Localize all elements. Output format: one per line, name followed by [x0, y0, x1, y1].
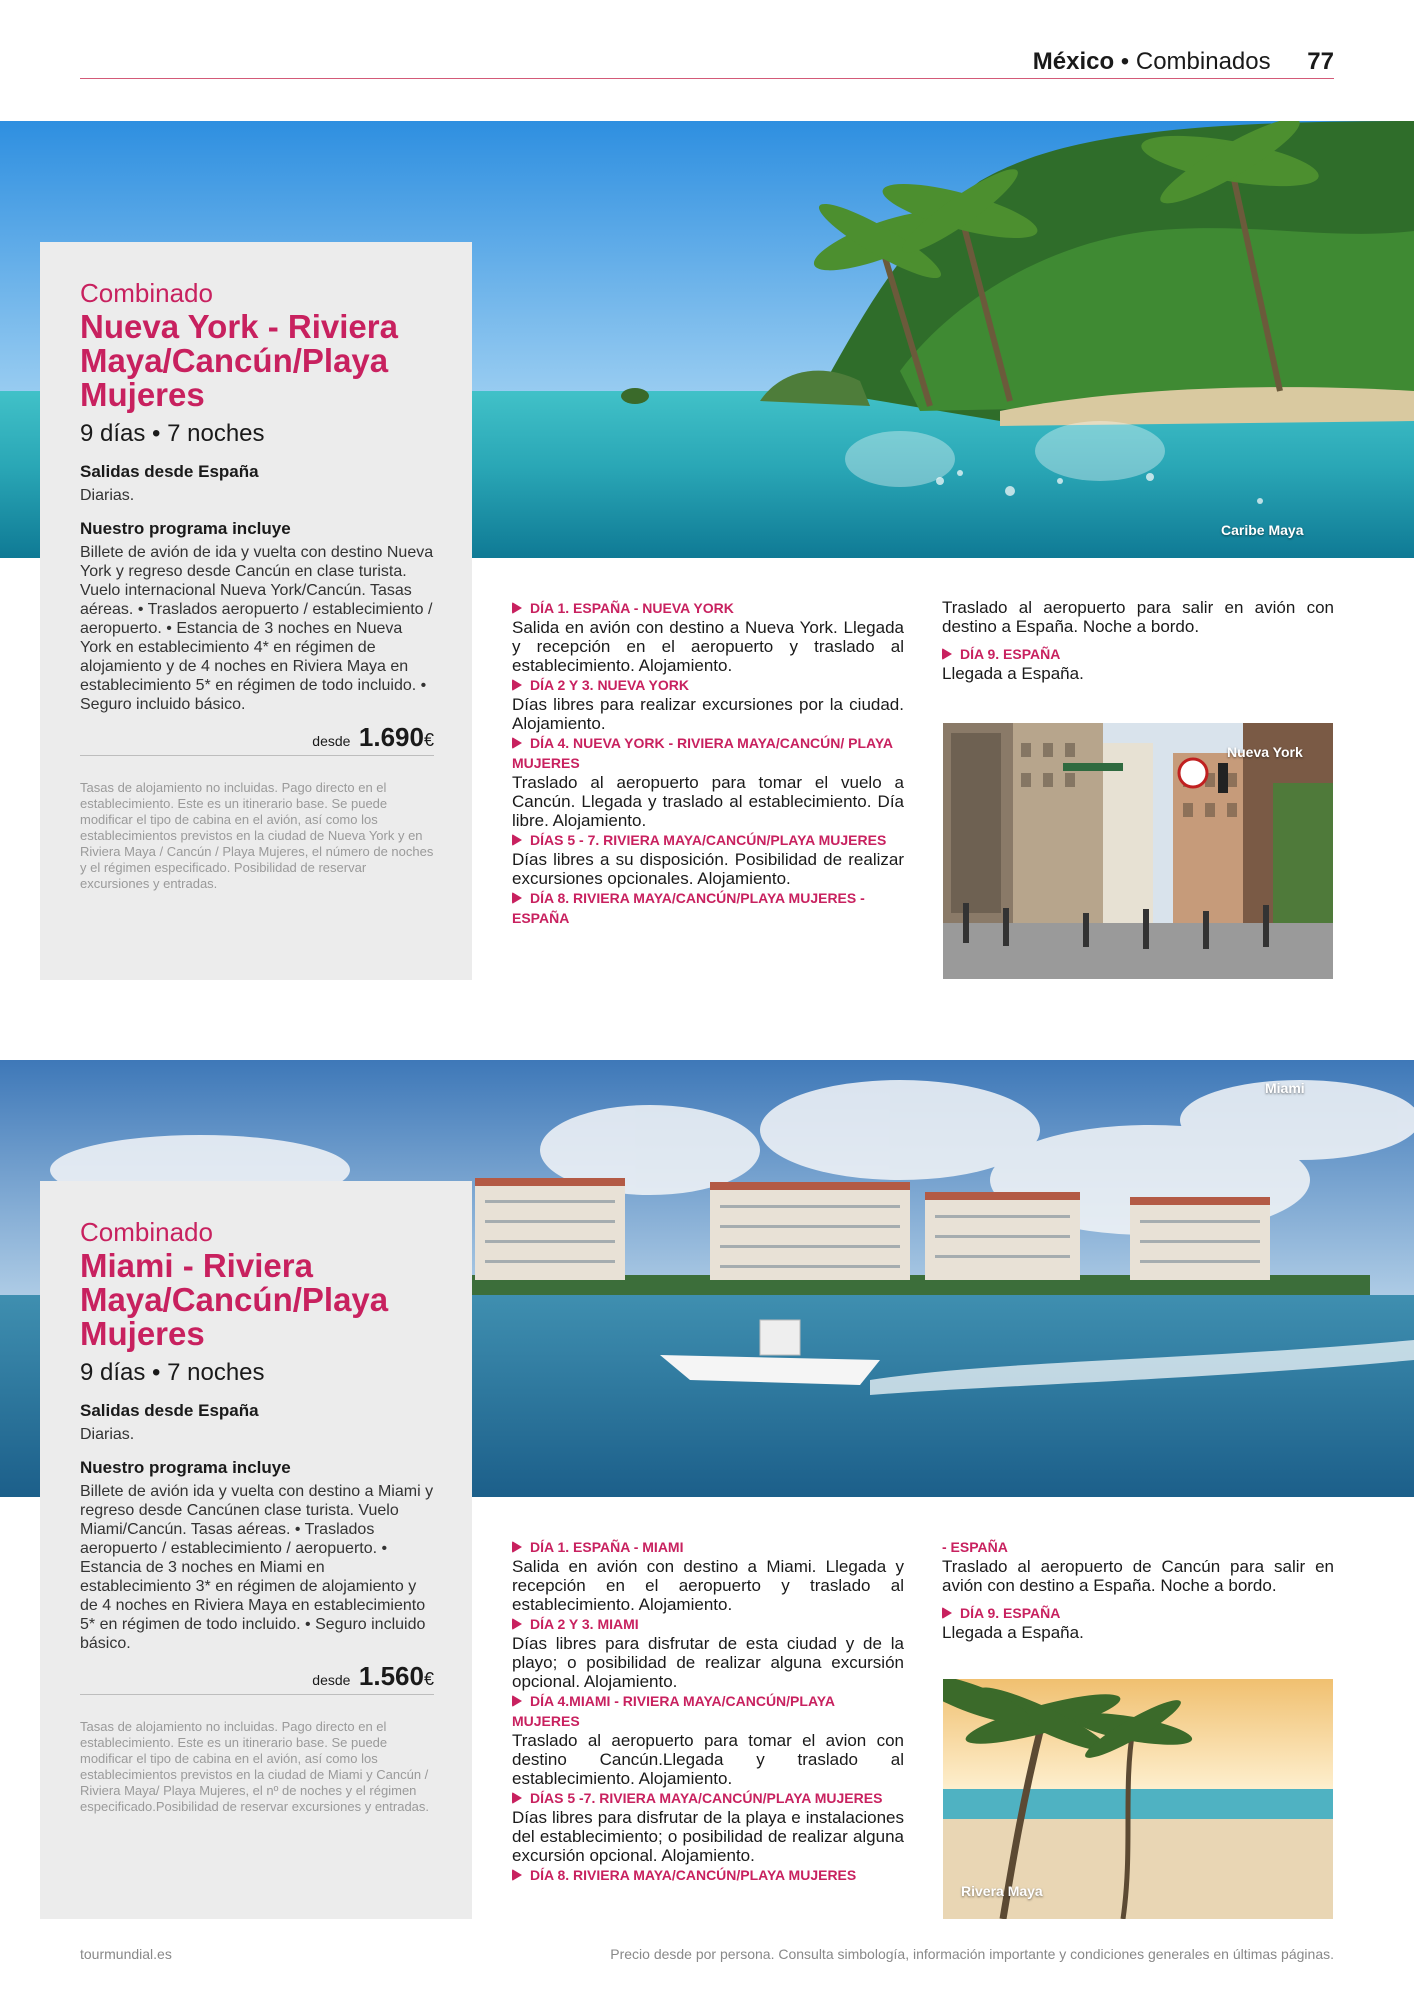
day-block — [512, 1691, 904, 1788]
page-number: 77 — [1307, 48, 1334, 75]
day-text: Traslado al aeropuerto para salir en avión con destino a España. Noche a bordo. — [942, 598, 1334, 636]
day-block — [512, 1614, 904, 1691]
day-heading: DÍA 1. ESPAÑA - NUEVA YORK — [530, 600, 734, 616]
includes-text: Billete de avión ida y vuelta con destino a Miami y regreso desde Cancúnen clase turista. Vuelo Miami/Cancún. Tasas aéreas. • Traslados aeropuerto / establecimiento / aeropuerto. • Estancia de 3 noches en Miami en establecimiento 3* en régimen de alojamiento y de 4 noches en Riviera Maya en establecimiento 5* en régimen de todo incluido. • Seguro incluido básico. — [80, 1483, 434, 1652]
day-text: Llegada a España. — [942, 1623, 1084, 1642]
price-value: 1.690 — [358, 722, 424, 752]
departures-text: Diarias. — [80, 487, 135, 504]
day-block — [512, 675, 904, 733]
day-text: Traslado al aeropuerto para tomar el avion con destino Cancún.Llegada y traslado al establecimiento. Alojamiento. — [512, 1731, 904, 1788]
rivera-maya-photo — [943, 1679, 1333, 1935]
day-block — [512, 598, 904, 675]
page-header — [1033, 48, 1334, 76]
header-section: Combinados — [1135, 48, 1271, 75]
arrow-icon — [512, 1792, 522, 1804]
price-row — [80, 722, 434, 756]
day-heading: DÍA 2 Y 3. MIAMI — [530, 1616, 639, 1632]
offer-title: Nueva York - Riviera Maya/Cancún/Playa Mujeres — [80, 308, 398, 413]
day-text: Salida en avión con destino a Nueva York. Llegada y recepción en el aeropuerto y traslado al establecimiento. Alojamiento. — [512, 618, 904, 675]
day-heading: DÍA 8. RIVIERA MAYA/CANCÚN/PLAYA MUJERES — [530, 1867, 857, 1883]
day-text: Días libres para disfrutar de la playa e instalaciones del establecimiento; o posibilidad de realizar alguna excursión opcional. Alojamiento. — [512, 1808, 904, 1865]
day-heading: DÍA 8. RIVIERA MAYA/CANCÚN/PLAYA MUJERES - ESPAÑA — [512, 890, 865, 926]
day-block — [512, 1865, 904, 1885]
offer-title: Miami - Riviera Maya/Cancún/Playa Mujeres — [80, 1247, 389, 1352]
arrow-icon — [942, 1607, 952, 1619]
photo-caption: Miami — [1265, 1080, 1305, 1096]
header-country: México — [1032, 48, 1115, 75]
day-text: Salida en avión con destino a Miami. Llegada y recepción en el aeropuerto y traslado al establecimiento. Alojamiento. — [512, 1557, 904, 1614]
day-block — [512, 888, 904, 928]
nueva-york-photo — [943, 723, 1333, 979]
price-currency: € — [423, 730, 434, 750]
itinerary-column — [512, 1537, 904, 1885]
departures-heading: Salidas desde España — [80, 1401, 259, 1420]
day-text: Traslado al aeropuerto de Cancún para salir en avión con destino a España. Noche a bordo. — [942, 1557, 1334, 1595]
header-separator: • — [1120, 48, 1130, 75]
photo-caption: Rivera Maya — [961, 1883, 1043, 1899]
day-text: Días libres para realizar excursiones por la ciudad. Alojamiento. — [512, 695, 904, 733]
day-block — [512, 830, 904, 888]
arrow-icon — [942, 648, 952, 660]
departures-text: Diarias. — [80, 1426, 135, 1443]
offer-duration: 9 días • 7 noches — [80, 420, 265, 447]
itinerary-column — [512, 598, 904, 928]
day-heading: DÍA 4. NUEVA YORK - RIVIERA MAYA/CANCÚN/ PLAYA MUJERES — [512, 735, 893, 771]
price-prefix: desde — [312, 1672, 351, 1688]
day-text: Días libres para disfrutar de esta ciudad y de la playo; o posibilidad de realizar alguna excursión opcional. Alojamiento. — [512, 1634, 904, 1691]
day-text: Días libres a su disposición. Posibilidad de realizar excursiones opcionales. Alojamiento. — [512, 850, 904, 888]
arrow-icon — [512, 1618, 522, 1630]
arrow-icon — [512, 679, 522, 691]
offer-card-miami — [40, 1181, 472, 1919]
arrow-icon — [512, 737, 522, 749]
price-currency: € — [423, 1669, 434, 1689]
offer-kicker: Combinado — [80, 278, 213, 308]
price-row — [80, 1661, 434, 1695]
offer-kicker: Combinado — [80, 1217, 213, 1247]
day-heading: DÍA 2 Y 3. NUEVA YORK — [530, 677, 689, 693]
departures-heading: Salidas desde España — [80, 462, 259, 481]
includes-heading: Nuestro programa incluye — [80, 1458, 291, 1477]
offer-card-nueva-york — [40, 242, 472, 980]
day-heading: DÍAS 5 -7. RIVIERA MAYA/CANCÚN/PLAYA MUJERES — [530, 1790, 883, 1806]
day-block — [512, 1788, 904, 1865]
day-block — [512, 733, 904, 830]
arrow-icon — [512, 892, 522, 904]
day-text: Llegada a España. — [942, 664, 1084, 683]
photo-caption: Nueva York — [1227, 744, 1303, 760]
arrow-icon — [512, 1695, 522, 1707]
arrow-icon — [512, 1869, 522, 1881]
fine-print: Tasas de alojamiento no incluidas. Pago directo en el establecimiento. Este es un itinerario base. Se puede modificar el tipo de cabina en el avión, así como los establecimientos previstos en la ciudad de Nueva York y en Riviera Maya / Cancún / Playa Mujeres, el número de noches y el régimen especificado. Posibilidad de reservar excursiones y entradas. — [80, 780, 434, 891]
price-prefix: desde — [312, 733, 351, 749]
day-heading: DÍA 9. ESPAÑA — [960, 646, 1061, 662]
footer-disclaimer: Precio desde por persona. Consulta simbología, información importante y condiciones generales en últimas páginas. — [610, 1946, 1334, 1962]
day-heading: DÍA 9. ESPAÑA — [960, 1605, 1061, 1621]
day-heading: DÍAS 5 - 7. RIVIERA MAYA/CANCÚN/PLAYA MUJERES — [530, 832, 887, 848]
fine-print: Tasas de alojamiento no incluidas. Pago directo en el establecimiento. Este es un itinerario base. Se puede modificar el tipo de cabina en el avión, así como los establecimientos previstos en la ciudad de Miami y Cancún / Riviera Maya/ Playa Mujeres, el nº de noches y el régimen especificado.Posibilidad de reservar excursiones y entradas. — [80, 1719, 430, 1814]
day-heading: DÍA 4.MIAMI - RIVIERA MAYA/CANCÚN/PLAYA MUJERES — [512, 1693, 835, 1729]
footer-website: tourmundial.es — [80, 1946, 172, 1962]
includes-text: Billete de avión de ida y vuelta con destino Nueva York y regreso desde Cancún en clase turista. Vuelo internacional Nueva York/Cancún. Tasas aéreas. • Traslados aeropuerto / establecimiento / aeropuerto. • Estancia de 3 noches en Nueva York en establecimiento 4* en régimen de alojamiento y de 4 noches en Riviera Maya en establecimiento 5* en régimen de todo incluido. • Seguro incluido básico. — [80, 544, 434, 713]
itinerary-column-continued — [942, 1537, 1334, 1642]
photo-caption: Caribe Maya — [1221, 522, 1304, 538]
includes-heading: Nuestro programa incluye — [80, 519, 291, 538]
price-value: 1.560 — [358, 1661, 424, 1691]
street-illustration — [943, 723, 1333, 979]
arrow-icon — [512, 1541, 522, 1553]
header-rule — [80, 78, 1334, 79]
arrow-icon — [512, 834, 522, 846]
arrow-icon — [512, 602, 522, 614]
day-block — [512, 1537, 904, 1614]
day-heading: DÍA 1. ESPAÑA - MIAMI — [530, 1539, 684, 1555]
day-heading: - ESPAÑA — [942, 1539, 1008, 1555]
day-text: Traslado al aeropuerto para tomar el vuelo a Cancún. Llegada y traslado al establecimiento. Día libre. Alojamiento. — [512, 773, 904, 830]
offer-duration: 9 días • 7 noches — [80, 1359, 265, 1386]
itinerary-column-continued — [942, 598, 1334, 683]
